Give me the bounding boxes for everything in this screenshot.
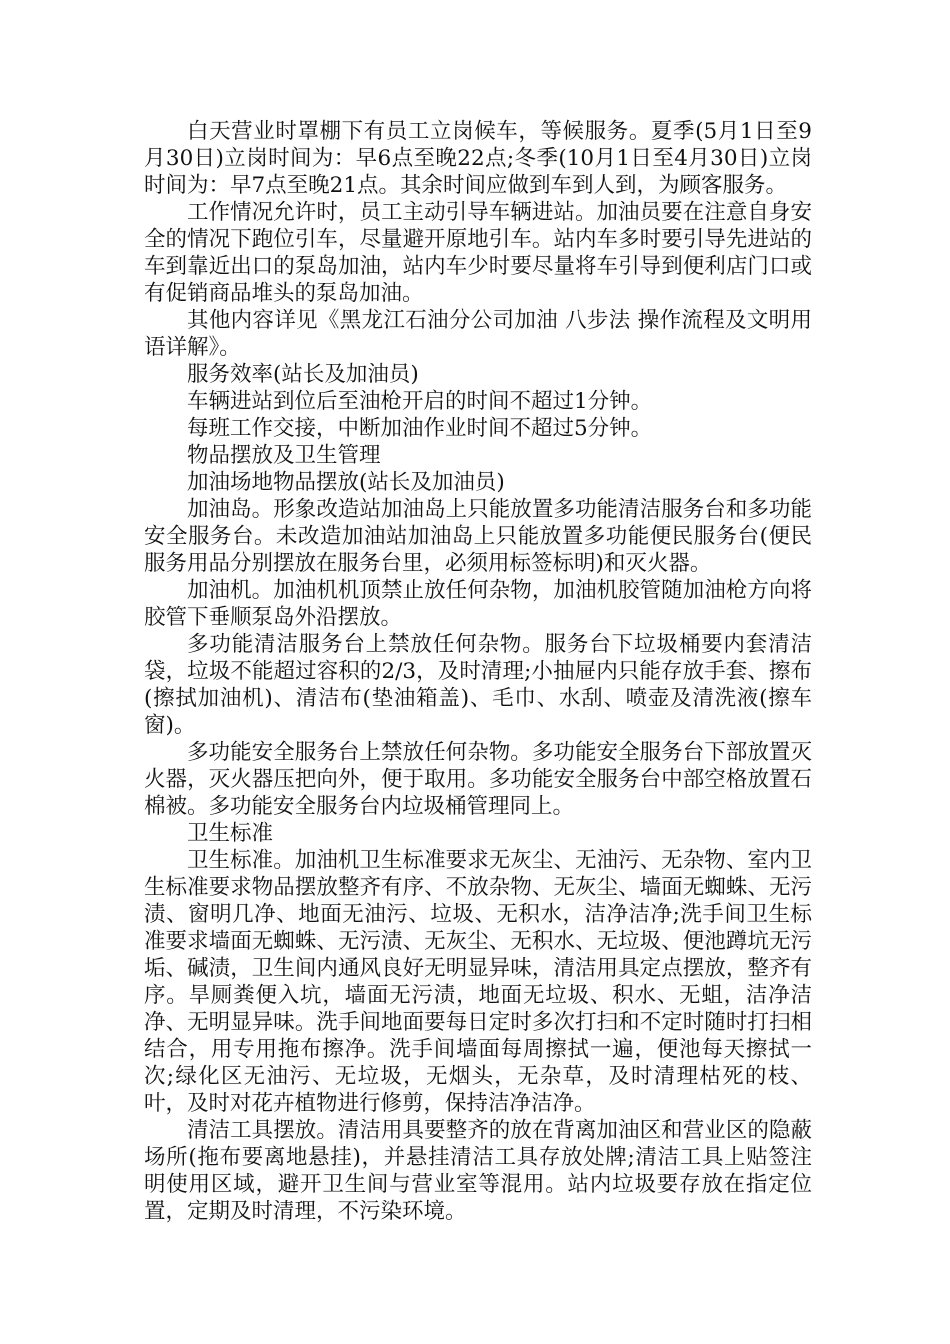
paragraph-dispenser: 加油机。加油机机顶禁止放任何杂物，加油机胶管随加油枪方向将胶管下垂顺泵岛外沿摆放。 bbox=[144, 578, 812, 630]
document-body bbox=[144, 118, 812, 1225]
heading-hygiene-standard: 卫生标准 bbox=[187, 821, 274, 846]
heading-items-hygiene: 物品摆放及卫生管理 bbox=[187, 443, 381, 468]
paragraph-shift-handover: 每班工作交接，中断加油作业时间不超过5分钟。 bbox=[187, 416, 653, 441]
paragraph-safety-desk: 多功能安全服务台上禁放任何杂物。多功能安全服务台下部放置灭火器，灭火器压把向外，便于取用。多功能安全服务台中部空格放置石棉被。多功能安全服务台内垃圾桶管理同上。 bbox=[144, 740, 812, 819]
paragraph-guide-vehicles: 工作情况允许时，员工主动引导车辆进站。加油员要在注意自身安全的情况下跑位引车，尽量避开原地引车。站内车多时要引导先进站的车到靠近出口的泵岛加油，站内车少时要尽量将车引导到便利店门口或有促销商品堆头的泵岛加油。 bbox=[144, 200, 812, 306]
paragraph-fuel-island: 加油岛。形象改造站加油岛上只能放置多功能清洁服务台和多功能安全服务台。未改造加油站加油岛上只能放置多功能便民服务台(便民服务用品分别摆放在服务台里，必须用标签标明)和灭火器。 bbox=[144, 497, 812, 576]
paragraph-hygiene-standard: 卫生标准。加油机卫生标准要求无灰尘、无油污、无杂物、室内卫生标准要求物品摆放整齐有序、不放杂物、无灰尘、墙面无蜘蛛、无污渍、窗明几净、地面无油污、垃圾、无积水，洁净洁净;洗手间卫生标准要求墙面无蜘蛛、无污渍、无灰尘、无积水、无垃圾、便池蹲坑无污垢、碱渍，卫生间内通风良好无明显异味，清洁用具定点摆放，整齐有序。旱厕粪便入坑，墙面无污渍，地面无垃圾、积水、无蛆，洁净洁净、无明显异味。洗手间地面要每日定时多次打扫和不定时随时打扫相结合，用专用拖布擦净。洗手间墙面每周擦拭一遍，便池每天擦拭一次;绿化区无油污、无垃圾，无烟头，无杂草，及时清理枯死的枝、叶，及时对花卉植物进行修剪，保持洁净洁净。 bbox=[144, 848, 812, 1116]
paragraph-reference: 其他内容详见《黑龙江石油分公司加油 八步法 操作流程及文明用语详解》。 bbox=[144, 308, 812, 360]
heading-service-efficiency: 服务效率(站长及加油员) bbox=[187, 362, 419, 387]
paragraph-cleaning-desk: 多功能清洁服务台上禁放任何杂物。服务台下垃圾桶要内套清洁袋，垃圾不能超过容积的2/3，及时清理;小抽屉内只能存放手套、擦布(擦拭加油机)、清洁布(垫油箱盖)、毛巾、水刮、喷壶及清洗液(擦车窗)。 bbox=[144, 632, 812, 738]
paragraph-nozzle-time: 车辆进站到位后至油枪开启的时间不超过1分钟。 bbox=[187, 389, 653, 414]
heading-site-items: 加油场地物品摆放(站长及加油员) bbox=[187, 470, 505, 495]
paragraph-cleaning-tools: 清洁工具摆放。清洁用具要整齐的放在背离加油区和营业区的隐蔽场所(拖布要离地悬挂)，并悬挂清洁工具存放处牌;清洁工具上贴签注明使用区域，避开卫生间与营业室等混用。站内垃圾要存放在指定位置，定期及时清理，不污染环境。 bbox=[144, 1118, 812, 1224]
paragraph-standby-hours: 白天营业时罩棚下有员工立岗候车，等候服务。夏季(5月1日至9月30日)立岗时间为：早6点至晚22点;冬季(10月1日至4月30日)立岗时间为：早7点至晚21点。其余时间应做到车到人到，为顾客服务。 bbox=[144, 119, 812, 198]
